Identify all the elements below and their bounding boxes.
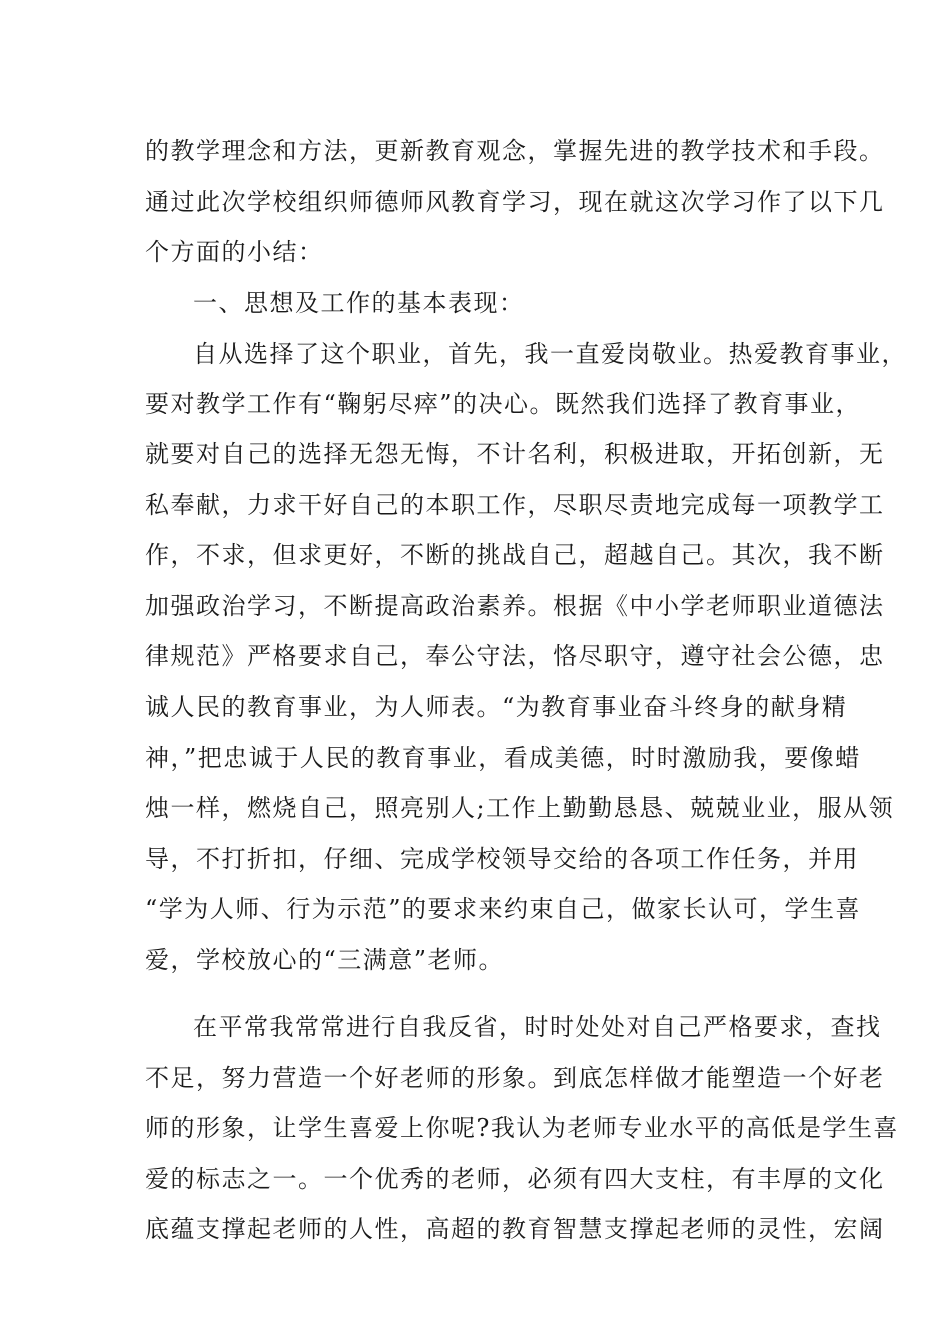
text-line: 自从选择了这个职业，首先，我一直爱岗敬业。热爱教育事业， (193, 340, 907, 368)
text-line: 不足，努力营造一个好老师的形象。到底怎样做才能塑造一个好老 (145, 1064, 885, 1092)
text-line: 私奉献，力求干好自己的本职工作，尽职尽责地完成每一项教学工 (145, 491, 885, 519)
text-line: 神，”把忠诚于人民的教育事业，看成美德，时时激励我，要像蜡 (145, 744, 861, 772)
text-line: 加强政治学习，不断提高政治素养。根据《中小学老师职业道德法 (145, 592, 885, 620)
text-line: 在平常我常常进行自我反省，时时处处对自己严格要求，查找 (193, 1013, 882, 1041)
text-line: “学为人师、行为示范”的要求来约束自己，做家长认可，学生喜 (145, 895, 862, 923)
text-line: 烛一样，燃烧自己，照亮别人;工作上勤勤恳恳、兢兢业业，服从领 (145, 794, 895, 822)
text-line: 爱，学校放心的“三满意”老师。 (145, 946, 505, 974)
text-line: 导，不打折扣，仔细、完成学校领导交给的各项工作任务，并用 (145, 845, 859, 873)
text-line: 师的形象，让学生喜爱上你呢?我认为老师专业水平的高低是学生喜 (145, 1114, 899, 1142)
text-line: 诚人民的教育事业，为人师表。“为教育事业奋斗终身的献身精 (145, 693, 848, 721)
text-line: 底蕴支撑起老师的人性，高超的教育智慧支撑起老师的灵性，宏阔 (145, 1215, 885, 1243)
section-heading: 一、思想及工作的基本表现： (193, 289, 525, 317)
text-line: 通过此次学校组织师德师风教育学习，现在就这次学习作了以下几 (145, 188, 885, 216)
text-line: 律规范》严格要求自己，奉公守法，恪尽职守，遵守社会公德，忠 (145, 642, 885, 670)
text-line: 爱的标志之一。一个优秀的老师，必须有四大支柱，有丰厚的文化 (145, 1165, 885, 1193)
text-line: 个方面的小结： (145, 238, 324, 266)
text-line: 就要对自己的选择无怨无悔，不计名利，积极进取，开拓创新，无 (145, 440, 885, 468)
text-line: 要对教学工作有“鞠躬尽瘁”的决心。既然我们选择了教育事业， (145, 390, 862, 418)
text-line: 作，不求，但求更好，不断的挑战自己，超越自己。其次，我不断 (145, 541, 885, 569)
text-line: 的教学理念和方法，更新教育观念，掌握先进的教学技术和手段。 (145, 137, 885, 165)
